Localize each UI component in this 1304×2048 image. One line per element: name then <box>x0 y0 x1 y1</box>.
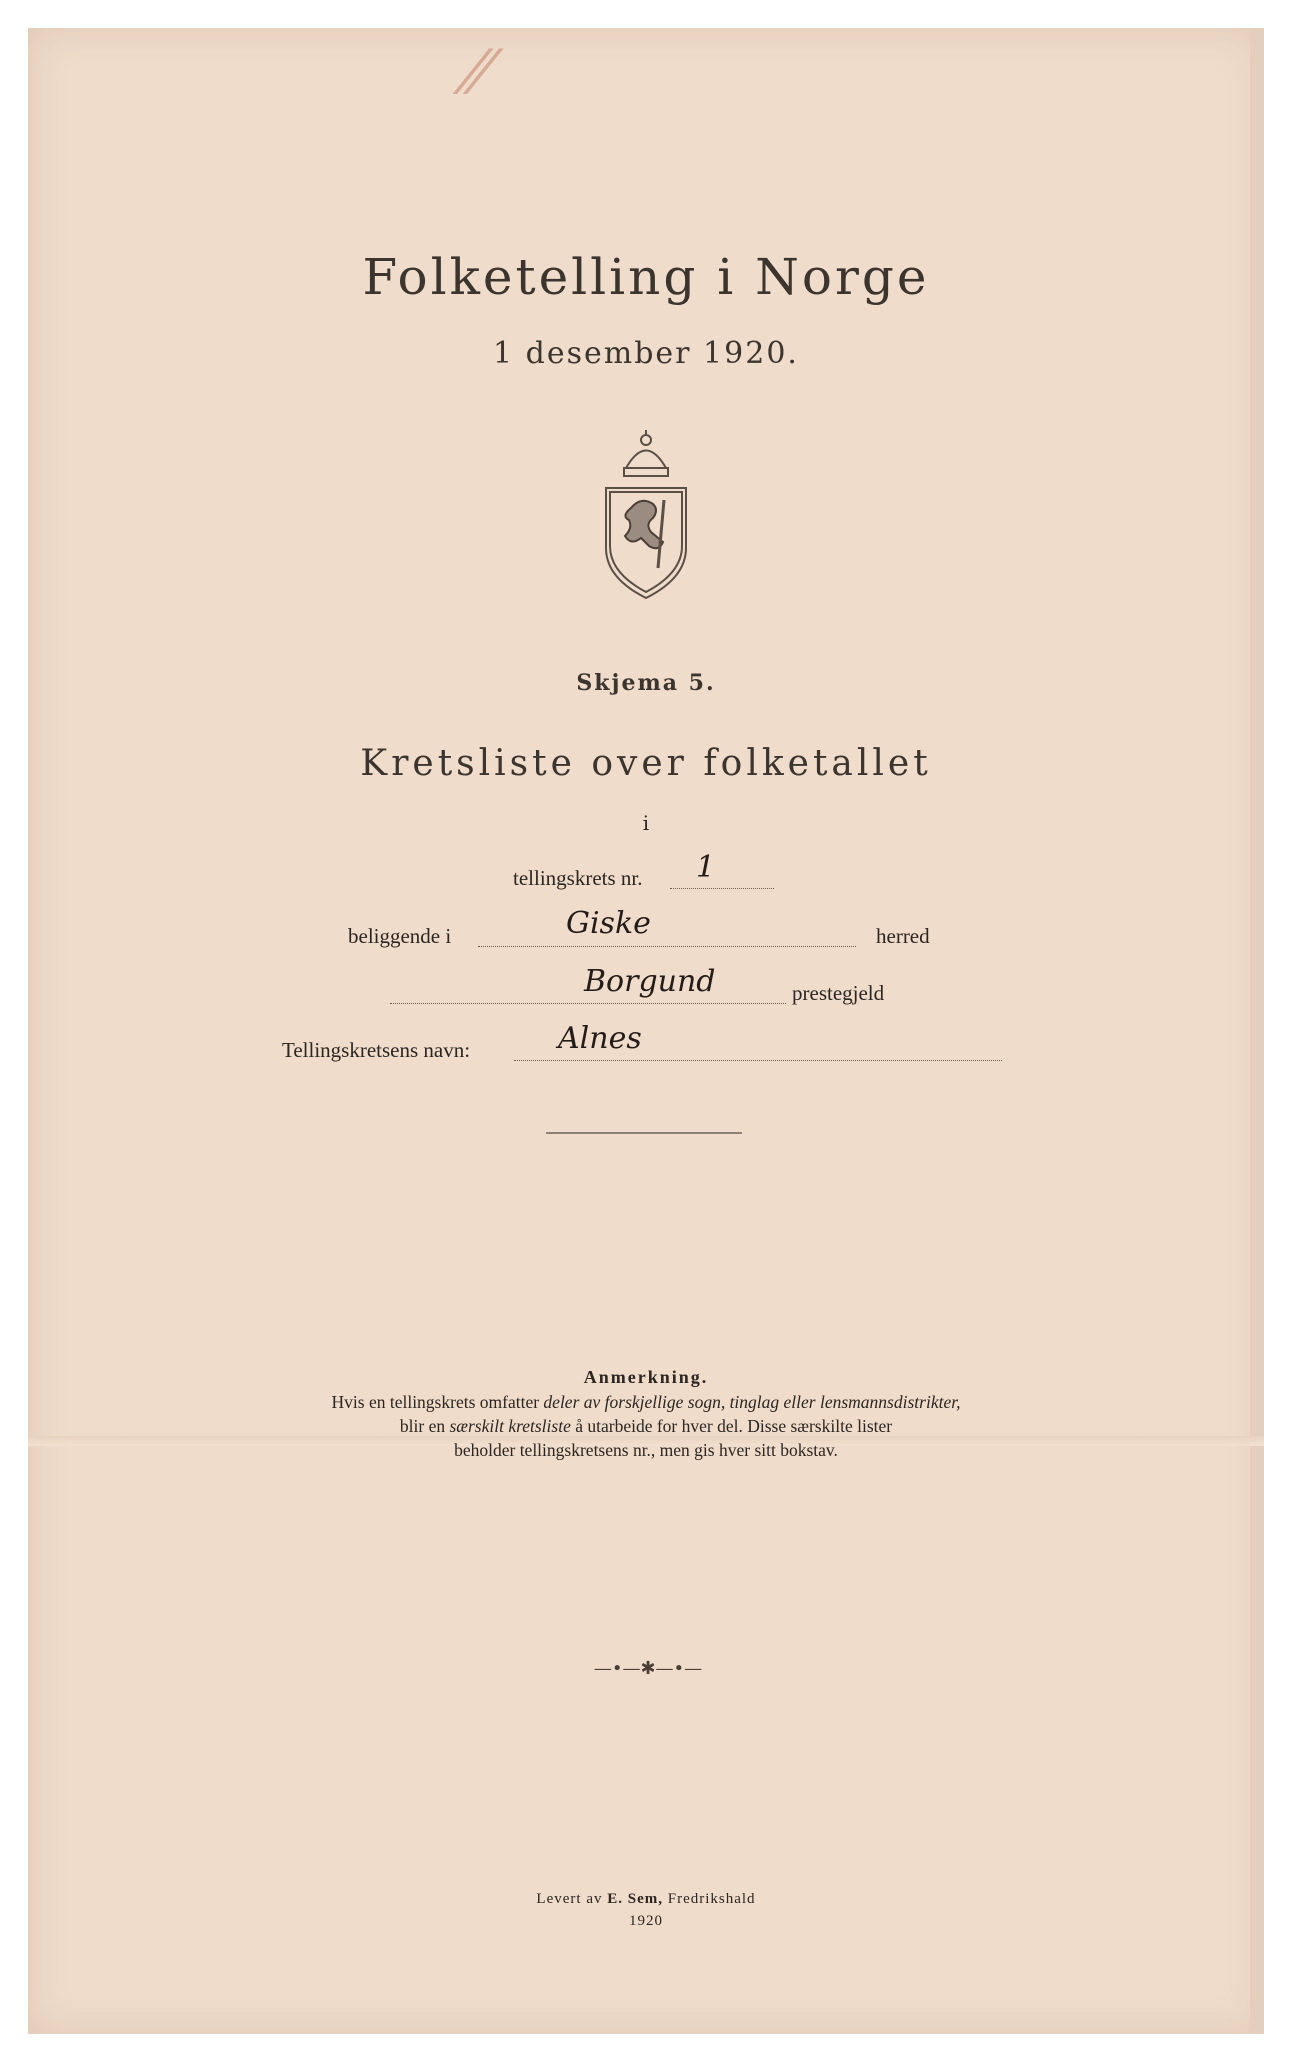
printer-name: E. Sem, <box>607 1891 663 1907</box>
preposition: i <box>642 811 650 835</box>
prestegjeld-dotline <box>390 1003 786 1004</box>
note-italic-text: deler av forskjellige sogn, tinglag eller lensmannsdistrikter, <box>543 1392 961 1412</box>
page-edge <box>1250 28 1264 2034</box>
herred-name: Giske <box>566 906 651 941</box>
krets-dotline <box>670 888 774 889</box>
pencil-mark: ⁄⁄ <box>468 38 489 108</box>
prestegjeld-name: Borgund <box>584 964 716 999</box>
census-form-page <box>28 28 1264 2034</box>
printer-imprint <box>28 1888 1264 1932</box>
printer-year: 1920 <box>629 1913 663 1929</box>
krets-name: Alnes <box>558 1021 642 1056</box>
census-date: 1 desember 1920. <box>493 336 799 371</box>
note-line-2 <box>28 1414 1264 1438</box>
navn-label: Tellingskretsens navn: <box>282 1038 471 1062</box>
note-text: blir en <box>399 1416 446 1436</box>
herred-suffix: herred <box>876 924 930 948</box>
note-text: å utarbeide for hver del. Disse særskilte lister <box>575 1416 893 1436</box>
printer-prefix: Levert av <box>536 1891 603 1907</box>
navn-dotline <box>514 1060 1002 1061</box>
krets-number: 1 <box>696 850 716 885</box>
herred-prefix: beliggende i <box>348 924 452 948</box>
ornament-divider-icon: —•—✱—•— <box>593 1658 703 1679</box>
coat-of-arms-icon <box>596 428 696 603</box>
note-line-3: beholder tellingskretsens nr., men gis hver sitt bokstav. <box>454 1440 838 1460</box>
printer-place: Fredrikshald <box>667 1891 756 1907</box>
schema-number: Skjema 5. <box>576 670 716 696</box>
form-heading: Kretsliste over folketallet <box>360 743 932 784</box>
herred-dotline <box>478 946 856 947</box>
page-title: Folketelling i Norge <box>362 248 930 306</box>
note-line-1 <box>28 1390 1264 1414</box>
separator-rule <box>546 1132 742 1134</box>
prestegjeld-suffix: prestegjeld <box>792 981 885 1005</box>
note-heading: Anmerkning. <box>583 1367 709 1387</box>
note-italic-text: særskilt kretsliste <box>449 1416 571 1436</box>
note-text: Hvis en tellingskrets omfatter <box>331 1392 540 1412</box>
krets-label: tellingskrets nr. <box>513 866 643 890</box>
